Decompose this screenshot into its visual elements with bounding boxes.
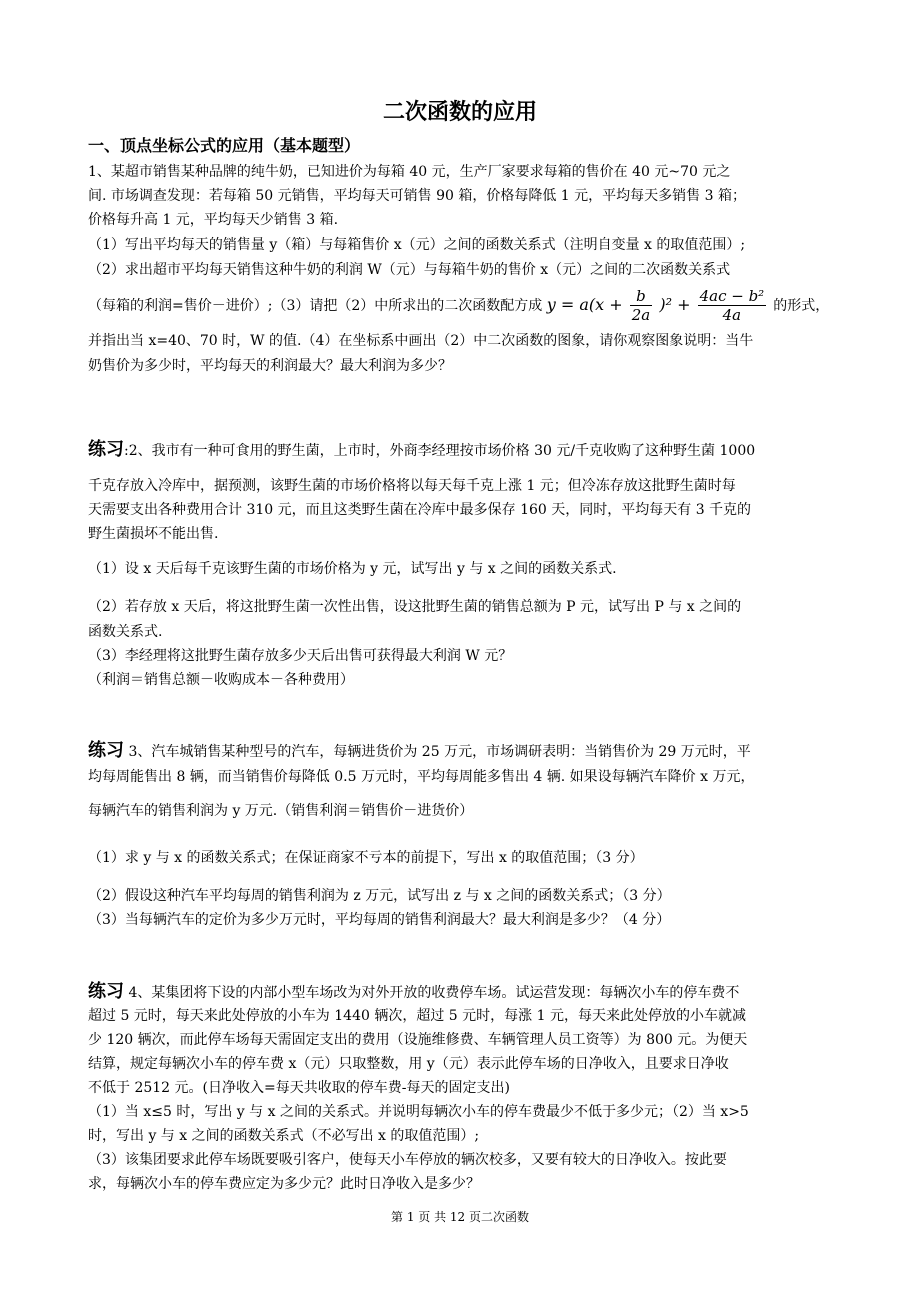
vertex-formula [546, 287, 774, 324]
page-footer: 第 1 页 共 12 页二次函数 [391, 1210, 529, 1224]
section-heading: 一、顶点坐标公式的应用（基本题型） [88, 136, 361, 155]
exercise-2-line: 野生菌损坏不能出售. [88, 526, 219, 542]
exercise-4-line: 超过 5 元时，每天来此处停放的小车为 1440 辆次，超过 5 元时，每涨 1 元，每天来此处停放的小车就减 [88, 1008, 746, 1024]
fraction-denominator: 4a [722, 306, 742, 324]
exercise-label: 练习 [88, 439, 124, 460]
exercise-4-line: 不低于 2512 元。(日净收入=每天共收取的停车费-每天的固定支出) [88, 1080, 510, 1096]
exercise-2-question: 函数关系式. [88, 624, 163, 640]
fraction-vertex-y [698, 287, 767, 324]
problem-1-line: 价格每升高 1 元，平均每天少销售 3 箱. [88, 212, 339, 228]
exercise-label: 练习 [88, 740, 124, 761]
exercise-2-line [88, 438, 833, 463]
exercise-4-question: （1）当 x≤5 时，写出 y 与 x 之间的关系式。并说明每辆次小车的停车费最少不低于多少元；（2）当 x>5 [88, 1104, 749, 1120]
exercise-3-line [88, 739, 833, 764]
problem-1-text: （每箱的利润=售价－进价）;（3）请把（2）中所求出的二次函数配方成 [88, 298, 543, 314]
problem-1-line: 奶售价为多少时，平均每天的利润最大？最大利润为多少？ [88, 358, 452, 374]
exercise-2-text: :2、我市有一种可食用的野生菌，上市时，外商李经理按市场价格 30 元/千克收购了这种野生菌 1000 [124, 443, 756, 459]
formula-mid: )² + [659, 295, 691, 314]
exercise-4-text: 4、某集团将下设的内部小型车场改为对外开放的收费停车场。试运营发现：每辆次小车的停车费不 [124, 985, 740, 1001]
fraction-numerator: 4ac − b² [699, 287, 765, 305]
problem-1-question: （1）写出平均每天的销售量 y（箱）与每箱售价 x（元）之间的函数关系式（注明自变量 x 的取值范围）; [88, 237, 746, 253]
formula-lhs: y = a(x + [546, 295, 623, 314]
exercise-4-line: 结算，规定每辆次小车的停车费 x（元）只取整数，用 y（元）表示此停车场的日净收入，且要求日净收 [88, 1056, 729, 1072]
problem-1-line: 并指出当 x=40、70 时，W 的值.（4）在坐标系中画出（2）中二次函数的图象，请你观察图象说明：当牛 [88, 333, 754, 349]
problem-1-formula-line [88, 285, 833, 327]
problem-1-line: 间. 市场调查发现：若每箱 50 元销售，平均每天可销售 90 箱，价格每降低 1 元，平均每天多销售 3 箱； [88, 188, 746, 204]
exercise-2-question: （1）设 x 天后每千克该野生菌的市场价格为 y 元，试写出 y 与 x 之间的函数关系式. [88, 561, 617, 577]
exercise-2-note: （利润＝销售总额－收购成本－各种费用） [88, 672, 354, 688]
exercise-4-question: 时，写出 y 与 x 之间的函数关系式（不必写出 x 的取值范围）; [88, 1128, 480, 1144]
exercise-3-question: （3）当每辆汽车的定价为多少万元时，平均每周的销售利润最大？最大利润是多少？（4 分） [88, 912, 671, 928]
problem-1-text: 的形式， [773, 298, 830, 314]
problem-1-question: （2）求出超市平均每天销售这种牛奶的利润 W（元）与每箱牛奶的售价 x（元）之间的二次函数关系式 [88, 262, 731, 278]
exercise-3-text: 3、汽车城销售某种型号的汽车，每辆进货价为 25 万元，市场调研表明：当销售价为 29 万元时，平 [124, 744, 751, 760]
exercise-4-line [88, 980, 833, 1005]
exercise-4-question: 求，每辆次小车的停车费应定为多少元？此时日净收入是多少？ [88, 1176, 480, 1192]
exercise-2-question: （2）若存放 x 天后，将这批野生菌一次性出售，设这批野生菌的销售总额为 P 元，试写出 P 与 x 之间的 [88, 599, 742, 615]
fraction-b-over-2a [630, 287, 653, 324]
exercise-3-line: 每辆汽车的销售利润为 y 万元.（销售利润＝销售价－进货价） [88, 803, 474, 819]
problem-1-line: 1、某超市销售某种品牌的纯牛奶，已知进价为每箱 40 元，生产厂家要求每箱的售价在 40 元~70 元之 [88, 164, 731, 180]
page-title: 二次函数的应用 [382, 99, 537, 125]
exercise-2-line: 千克存放入冷库中，据预测，该野生菌的市场价格将以每天每千克上涨 1 元；但冷冻存放这批野生菌时每 [88, 478, 736, 494]
exercise-3-line: 均每周能售出 8 辆，而当销售价每降低 0.5 万元时，平均每周能多售出 4 辆. 如果设每辆汽车降价 x 万元， [88, 769, 755, 785]
exercise-label: 练习 [88, 981, 124, 1002]
exercise-2-question: （3）李经理将这批野生菌存放多少天后出售可获得最大利润 W 元？ [88, 648, 513, 664]
exercise-4-line: 少 120 辆次，而此停车场每天需固定支出的费用（设施维修费、车辆管理人员工资等）为 800 元。为便天 [88, 1032, 748, 1048]
exercise-4-question: （3）该集团要求此停车场既要吸引客户，使每天小车停放的辆次校多，又要有较大的日净收入。按此要 [88, 1152, 727, 1168]
fraction-numerator: b [630, 287, 653, 306]
exercise-3-question: （1）求 y 与 x 的函数关系式；在保证商家不亏本的前提下，写出 x 的取值范围；（3 分） [88, 850, 644, 866]
exercise-2-line: 天需要支出各种费用合计 310 元，而且这类野生菌在冷库中最多保存 160 天，同时，平均每天有 3 千克的 [88, 502, 752, 518]
fraction-denominator: 2a [631, 306, 651, 324]
exercise-3-question: （2）假设这种汽车平均每周的销售利润为 z 万元，试写出 z 与 x 之间的函数关系式；（3 分） [88, 888, 671, 904]
